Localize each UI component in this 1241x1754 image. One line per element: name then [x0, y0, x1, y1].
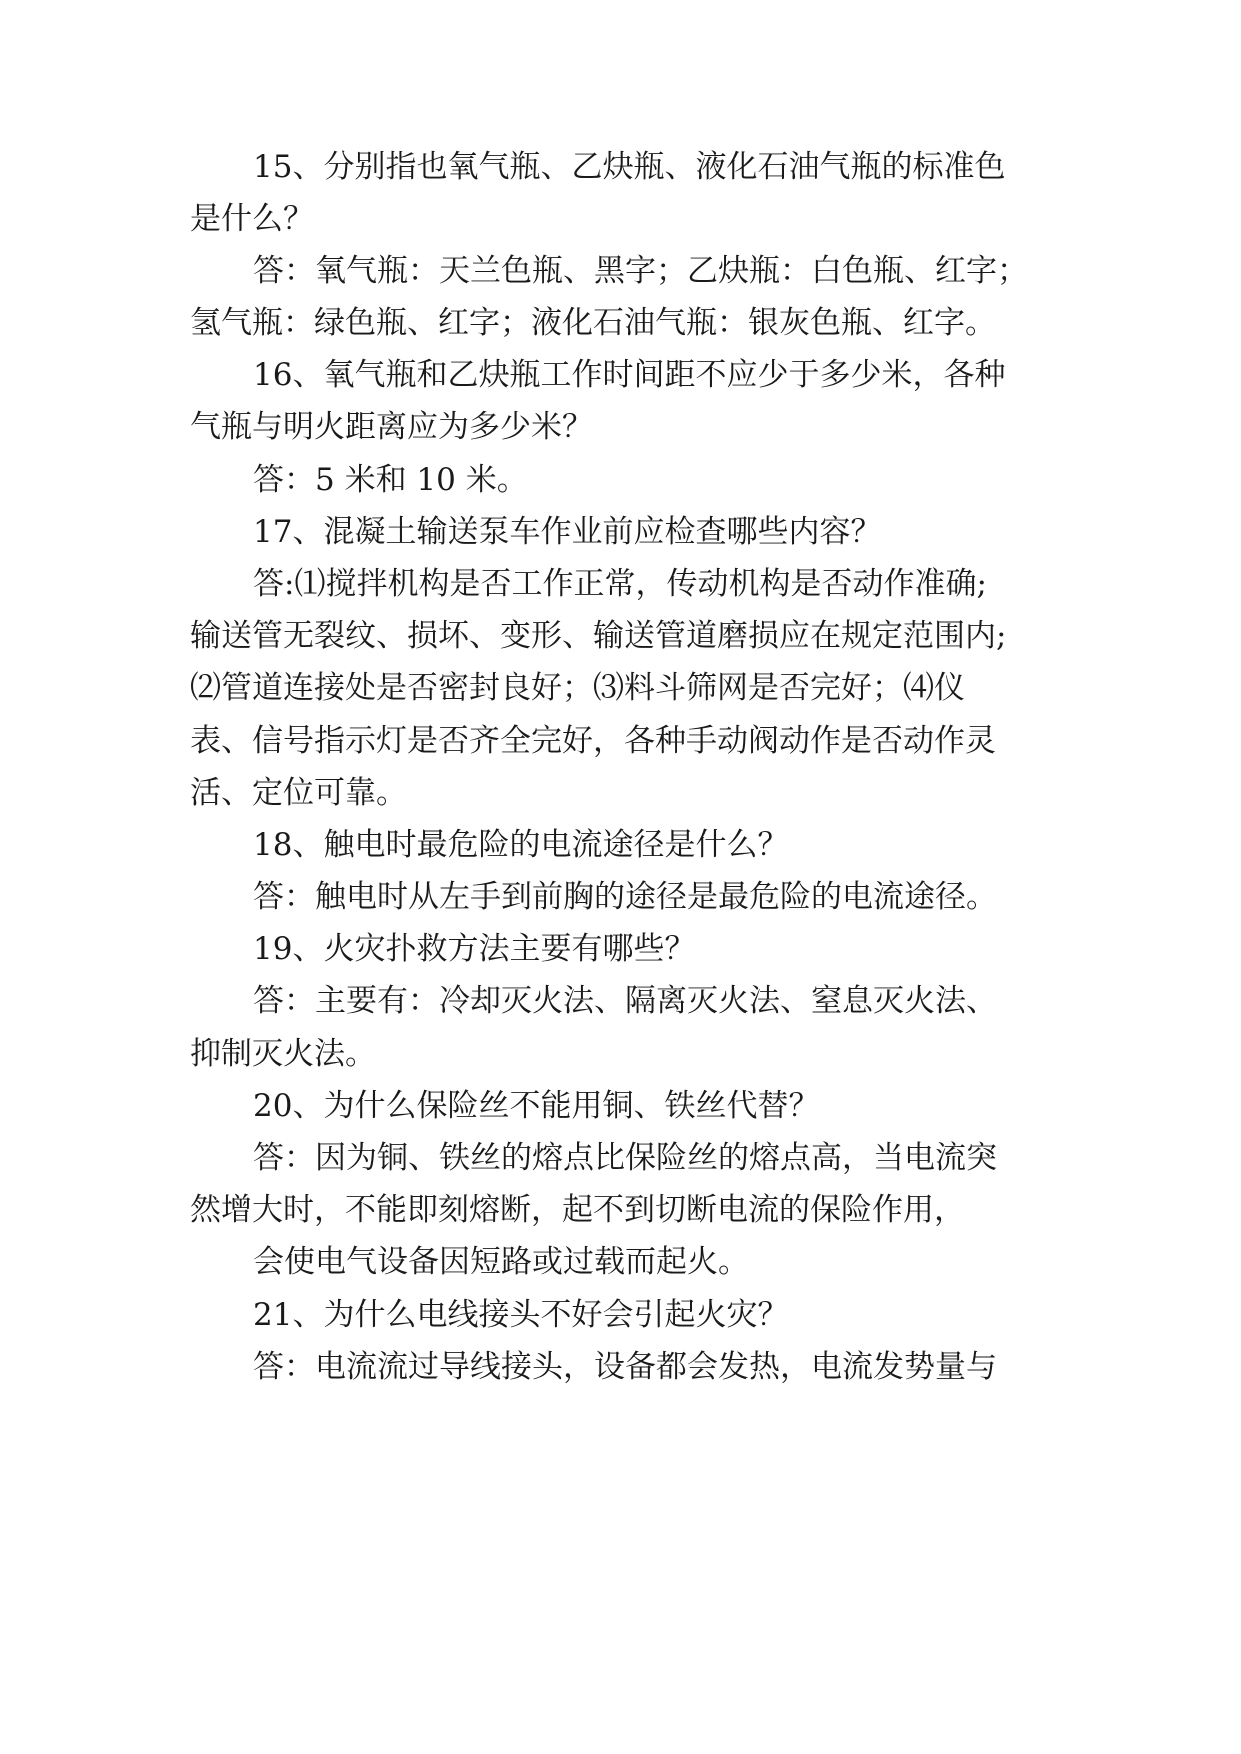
answer-15-line-1: 答：氧气瓶：天兰色瓶、黑字；乙炔瓶：白色瓶、红字； [253, 253, 1028, 289]
question-20-line-1: 20、为什么保险丝不能用铜、铁丝代替？ [253, 1088, 820, 1124]
answer-20-line-3: 会使电气设备因短路或过载而起火。 [253, 1244, 749, 1280]
answer-17-line-1: 答:⑴搅拌机构是否工作正常，传动机构是否动作准确; [253, 566, 987, 602]
answer-17-line-5: 活、定位可靠。 [190, 775, 407, 811]
question-15-line-1: 15、分别指也氧气瓶、乙炔瓶、液化石油气瓶的标准色 [253, 149, 1006, 185]
answer-18-line-1: 答：触电时从左手到前胸的途径是最危险的电流途径。 [253, 879, 997, 915]
answer-17-line-2: 输送管无裂纹、损坏、变形、输送管道磨损应在规定范围内; [190, 618, 1007, 654]
question-16-line-1: 16、氧气瓶和乙炔瓶工作时间距不应少于多少米，各种 [253, 357, 1006, 393]
question-19-line-1: 19、火灾扑救方法主要有哪些？ [253, 931, 696, 967]
answer-19-line-1: 答：主要有：冷却灭火法、隔离灭火法、窒息灭火法、 [253, 983, 997, 1019]
answer-17-line-3: ⑵管道连接处是否密封良好；⑶料斗筛网是否完好；⑷仪 [190, 670, 965, 706]
answer-19-line-2: 抑制灭火法。 [190, 1036, 376, 1072]
answer-15-line-2: 氢气瓶：绿色瓶、红字；液化石油气瓶：银灰色瓶、红字。 [190, 305, 996, 341]
question-17-line-1: 17、混凝土输送泵车作业前应检查哪些内容？ [253, 514, 882, 550]
question-15-line-2: 是什么？ [190, 201, 314, 237]
answer-21-line-1: 答：电流流过导线接头，设备都会发热，电流发势量与 [253, 1349, 997, 1385]
question-21-line-1: 21、为什么电线接头不好会引起火灾？ [253, 1297, 789, 1333]
answer-20-line-1: 答：因为铜、铁丝的熔点比保险丝的熔点高，当电流突 [253, 1140, 997, 1176]
answer-20-line-2: 然增大时，不能即刻熔断，起不到切断电流的保险作用， [190, 1192, 965, 1228]
answer-17-line-4: 表、信号指示灯是否齐全完好，各种手动阀动作是否动作灵 [190, 723, 996, 759]
question-18-line-1: 18、触电时最危险的电流途径是什么？ [253, 827, 789, 863]
answer-16-line-1: 答：5 米和 10 米。 [253, 462, 528, 498]
question-16-line-2: 气瓶与明火距离应为多少米？ [190, 409, 593, 445]
